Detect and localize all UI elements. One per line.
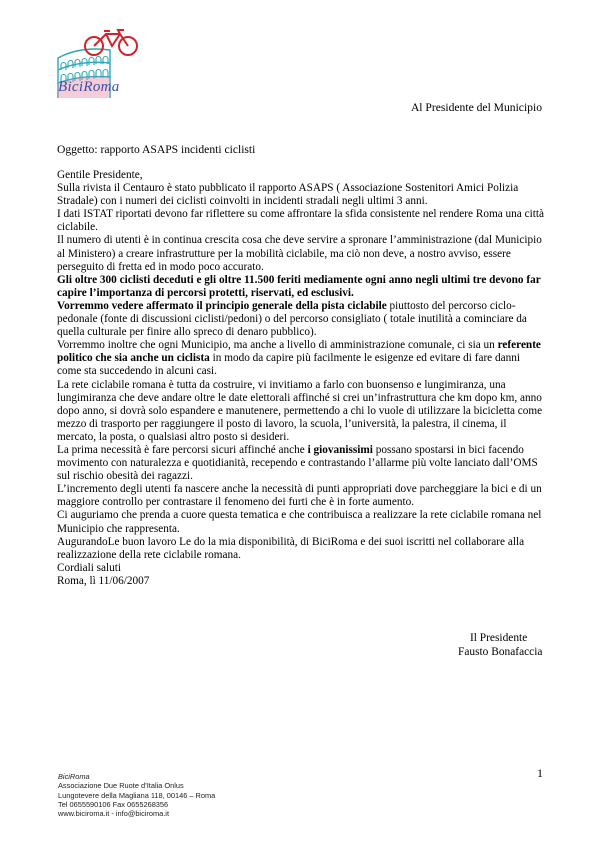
paragraph xyxy=(57,300,547,339)
footer-org: BiciRoma xyxy=(58,772,90,781)
bold-text: Vorremmo vedere affermato il principio generale della pista ciclabile xyxy=(57,299,387,312)
biciroma-logo xyxy=(50,28,150,110)
signature-block xyxy=(458,631,588,659)
paragraph xyxy=(57,339,547,378)
paragraph-bold xyxy=(57,274,547,300)
paragraph: Il numero di utenti è in continua crescita cosa che deve servire a spronare l’amministrazione (dal Municipio al Ministero) a creare infrastrutture per la mobilità ciclabile, ma ciò non deve, a nostro avviso, essere perseguito di fretta ed in modo poco accurato. xyxy=(57,234,542,273)
bold-text: i giovanissimi xyxy=(307,443,373,456)
text: La prima necessità è fare percorsi sicuri affinché anche xyxy=(57,443,308,456)
paragraph: Ci auguriamo che prenda a cuore questa tematica e che contribuisca a realizzare la rete ciclabile romana nel Municipio che rappresenta. xyxy=(57,509,542,535)
paragraph: Sulla rivista il Centauro è stato pubblicato il rapporto ASAPS ( Associazione Sostenitori Amici Polizia Stradale) con i numeri dei ciclisti coinvolti in incidenti stradali negli ultimi 3 anni. xyxy=(57,182,519,208)
greeting: Gentile Presidente, xyxy=(57,169,143,181)
subject-line: Oggetto: rapporto ASAPS incidenti ciclisti xyxy=(57,143,256,156)
footer-address: Lungotevere della Magliana 118, 00146 – Roma xyxy=(58,790,216,800)
bold-text: Gli oltre 300 ciclisti deceduti e gli oltre 11.500 feriti mediamente ogni anno negli ultimi tre devono far capire l’importanza di percorsi protetti, riservati, ed esclusivi. xyxy=(57,273,541,299)
footer-assoc: Associazione Due Ruote d’Italia Onlus xyxy=(58,781,184,791)
letter-body xyxy=(57,169,547,588)
signature-name: Fausto Bonafaccia xyxy=(458,646,543,658)
paragraph: I dati ISTAT riportati devono far riflettere su come affrontare la sfida consistente nel rendere Roma una città ciclabile. xyxy=(57,208,544,234)
text: piuttosto del percorso ciclo-pedonale (fonte di discussioni ciclisti/pedoni) o del percorso consigliato ( totale inutilità a cominciare da quella culturale per finire allo spreco di denaro pubblico). xyxy=(57,299,527,339)
footer-web: www.biciroma.it - info@biciroma.it xyxy=(58,809,169,819)
paragraph: La rete ciclabile romana è tutta da costruire, vi invitiamo a farlo con buonsenso e lungimiranza, una lungimiranza che deve andare oltre le date elettorali affinché si crei un’infrastruttura che km dopo km, anno dopo anno, si dovrà solo espandere e manutenere, permettendo a chi lo vuole di utilizzare la bicicletta come mezzo di trasporto per raggiungere il posto di lavoro, la scuola, l’università, la palestra, il cinema, il mercato, la posta, o qualsiasi altro posto si desideri. xyxy=(57,378,543,443)
signature-title: Il Presidente xyxy=(470,632,528,644)
logo-text: BiciRoma xyxy=(58,79,120,95)
text: possano spostarsi in bici facendo movimento con naturalezza e quotidianità, recependo e contrastando l’allarme più volte lanciato dall’OMS sul rischio obesità dei ragazzi. xyxy=(57,443,538,483)
page-number: 1 xyxy=(537,766,543,780)
closing: Cordiali saluti xyxy=(57,561,122,574)
footer-phone: Tel 0655590106 Fax 0655268356 xyxy=(58,799,169,809)
text: Vorremmo inoltre che ogni Municipio, ma anche a livello di amministrazione comunale, ci sia un xyxy=(57,339,498,352)
paragraph: AugurandoLe buon lavoro Le do la mia disponibilità, di BiciRoma e dei suoi iscritti nel collaborare alla realizzazione della rete ciclabile romana. xyxy=(57,535,525,561)
date-line: Roma, lì 11/06/2007 xyxy=(57,574,150,587)
bold-text: referente politico che sia anche un ciclista xyxy=(57,339,541,365)
paragraph: L’incremento degli utenti fa nascere anche la necessità di punti appropriati dove parcheggiare la bici e di un maggiore controllo per contrastare il fenomeno dei furti che è in forte aumento. xyxy=(57,483,542,509)
text: in modo da capire più facilmente le esigenze ed evitare di fare danni come sta succedendo in alcuni casi. xyxy=(57,352,520,378)
footer xyxy=(58,772,358,818)
recipient-line: Al Presidente del Municipio xyxy=(410,101,542,114)
paragraph xyxy=(57,444,547,483)
